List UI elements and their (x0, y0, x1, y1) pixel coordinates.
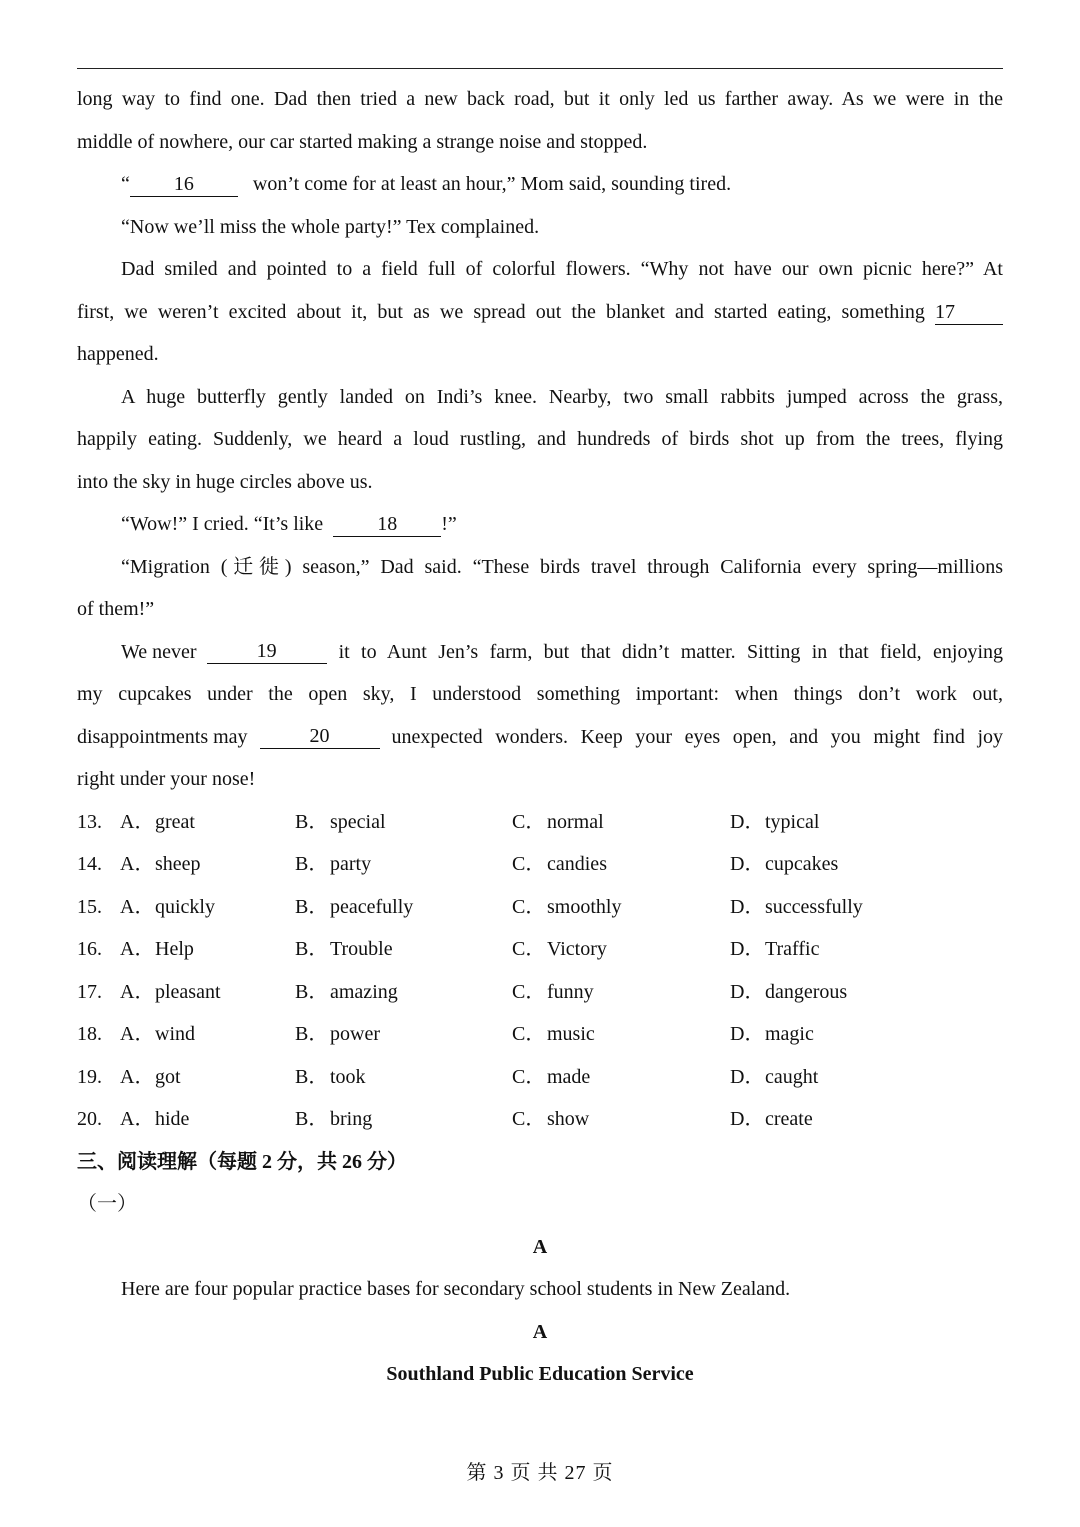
option-d: cupcakes (765, 853, 839, 875)
option-d: magic (765, 1023, 814, 1045)
question-17-line: first, we weren’t excited about it, but as we spread out the blanket and started eating, something 17 (77, 291, 1003, 334)
passage-line: long way to find one. Dad then tried a new back road, but it only led us farther away. As we were in the (77, 88, 1003, 110)
question-19-line: We never 19 it to Aunt Jen’s farm, but that didn’t matter. Sitting in that field, enjoying (121, 640, 1003, 663)
option-a: quickly (155, 895, 215, 918)
passage-intro: Here are four popular practice bases for secondary school students in New Zealand. (121, 1278, 791, 1300)
option-b: took (330, 1065, 366, 1088)
option-b: peacefully (330, 895, 414, 918)
header-rule (77, 68, 1003, 69)
option-d: create (765, 1108, 813, 1130)
option-d: successfully (765, 895, 863, 918)
passage-title: A (532, 1235, 548, 1258)
option-d: typical (765, 810, 820, 833)
option-c: funny (547, 980, 594, 1003)
passage-line: “Now we’ll miss the whole party!” Tex complained. (121, 215, 540, 238)
option-row: 18. A．wind B．power C．music D．magic (77, 1023, 814, 1045)
option-row: 16. A．Help B．Trouble C．Victory D．Traffic (77, 938, 820, 960)
option-b: party (330, 853, 372, 875)
option-a: great (155, 810, 195, 833)
section-heading: 三、阅读理解（每题 2 分，共 26 分） (77, 1150, 407, 1173)
option-row: 20. A．hide B．bring C．show D．create (77, 1108, 813, 1130)
passage-title-secondary: A (532, 1320, 548, 1343)
blank-18: 18 (333, 512, 441, 537)
option-c: candies (547, 853, 607, 875)
option-row: 13. A．great B．special C．normal D．typical (77, 810, 820, 833)
blank-19: 19 (207, 639, 327, 664)
base-title: Southland Public Education Service (386, 1363, 694, 1385)
blank-16: 16 (130, 172, 238, 197)
passage-line: my cupcakes under the open sky, I understood something important: when things don’t work out, (77, 683, 1003, 705)
blank-17: 17 (935, 300, 1003, 325)
question-20-line: disappointments may 20 unexpected wonders. Keep your eyes open, and you might find joy (77, 725, 1003, 748)
option-a: wind (155, 1023, 195, 1045)
passage-line: of them!” (77, 598, 155, 620)
option-a: Help (155, 938, 194, 960)
question-18-line: “Wow!” I cried. “It’s like 18 !” (121, 513, 457, 535)
option-b: special (330, 810, 386, 833)
passage-line: right under your nose! (77, 768, 256, 790)
option-a: sheep (155, 853, 201, 875)
option-d: Traffic (765, 938, 820, 960)
passage-line: happened. (77, 343, 159, 365)
option-row: 15. A．quickly B．peacefully C．smoothly D．successfully (77, 895, 863, 918)
option-c: normal (547, 810, 604, 833)
option-b: power (330, 1023, 380, 1045)
option-a: got (155, 1065, 181, 1088)
passage-line: middle of nowhere, our car started making a strange noise and stopped. (77, 130, 648, 153)
option-c: smoothly (547, 895, 622, 918)
section-subheading: （一） (77, 1193, 137, 1215)
option-b: amazing (330, 980, 398, 1003)
passage-line: happily eating. Suddenly, we heard a loud rustling, and hundreds of birds shot up from the trees, flying (77, 428, 1003, 450)
passage-line: A huge butterfly gently landed on Indi’s knee. Nearby, two small rabbits jumped across the grass, (121, 385, 1003, 408)
passage-line: into the sky in huge circles above us. (77, 470, 373, 493)
blank-20: 20 (260, 724, 380, 749)
option-a: hide (155, 1108, 190, 1130)
option-d: dangerous (765, 980, 848, 1003)
option-a: pleasant (155, 980, 221, 1003)
option-c: music (547, 1023, 595, 1045)
passage-line: Dad smiled and pointed to a field full of colorful flowers. “Why not have our own picnic here?” At (121, 258, 1003, 280)
option-c: Victory (547, 938, 607, 960)
option-b: Trouble (330, 938, 393, 960)
option-d: caught (765, 1065, 819, 1088)
passage-line: “Migration (迁徙) season,” Dad said. “These birds travel through California every spring—millions (121, 555, 1003, 578)
option-c: made (547, 1065, 591, 1088)
question-16-line: “ 16 won’t come for at least an hour,” Mom said, sounding tired. (121, 173, 732, 195)
option-row: 17. A．pleasant B．amazing C．funny D．dangerous (77, 980, 848, 1003)
option-row: 14. A．sheep B．party C．candies D．cupcakes (77, 853, 839, 875)
option-b: bring (330, 1108, 373, 1130)
page-footer: 第 3 页 共 27 页 (466, 1462, 614, 1484)
option-row: 19. A．got B．took C．made D．caught (77, 1065, 819, 1088)
option-c: show (547, 1108, 590, 1130)
document-page (77, 78, 1003, 1396)
